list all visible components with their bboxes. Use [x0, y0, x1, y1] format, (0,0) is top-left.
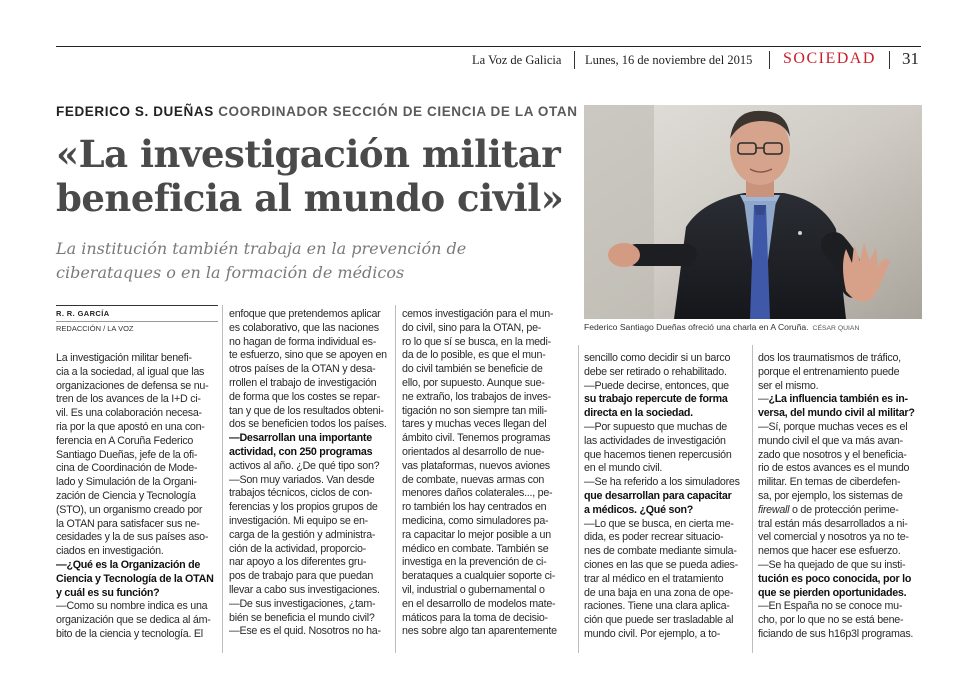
interviewee-name: FEDERICO S. DUEÑAS: [56, 104, 214, 119]
body-line: cemos investigación para el mun-: [402, 308, 554, 320]
body-line: zación de Ciencia y Tecnología: [56, 489, 196, 502]
body-line: vas plataformas, nuevos aviones: [402, 459, 550, 472]
body-line: da de lo posible, es que el mun-: [402, 349, 546, 362]
body-line: tares y muchas veces llegan del: [402, 418, 547, 431]
body-line: —Sí, porque muchas veces es el: [758, 420, 908, 433]
body-line: activos al año. ¿De qué tipo son?: [229, 459, 380, 472]
body-line: ámbito civil. Tenemos programas: [402, 432, 551, 445]
header-divider: [769, 51, 770, 69]
interviewee-photo: [584, 105, 922, 319]
interview-question: ¿La influencia también es in-: [768, 393, 908, 406]
body-line: militar. En temas de ciberdefen-: [758, 476, 901, 489]
body-line: otros países de la OTAN y desa-: [229, 363, 376, 376]
body-line: investiga en la prevención de ci-: [402, 556, 547, 569]
body-line: nes de combate mediante simula-: [584, 545, 737, 558]
body-line: lado y Simulación de la Organi-: [56, 476, 197, 489]
body-line: organización que se dedica al ám-: [56, 614, 211, 627]
interviewee-role: COORDINADOR SECCIÓN DE CIENCIA DE LA OTAN: [218, 104, 578, 119]
column-divider: [395, 305, 396, 653]
speaker-photo-illustration: [584, 105, 922, 319]
body-line: rrollen el trabajo de investigación: [229, 376, 377, 389]
body-line: trabajos técnicos, ciclos de con-: [229, 487, 373, 500]
body-line: no hagan de forma individual es-: [229, 335, 377, 348]
body-line: cesidades y la de sus países aso-: [56, 531, 209, 544]
interview-question: y cuál es su función?: [56, 586, 160, 599]
body-line: berataques a cualquier soporte ci-: [402, 570, 556, 583]
body-line: llevar a cabo sus investigaciones.: [229, 583, 380, 596]
interview-question: que se pierden oportunidades.: [758, 586, 907, 599]
body-line: raciones. Tiene una clara aplica-: [584, 600, 730, 613]
body-line: tan y que de los resultados obteni-: [229, 404, 384, 417]
interview-question: Ciencia y Tecnología de la OTAN: [56, 572, 214, 585]
body-line: dos los traumatismos de tráfico,: [758, 352, 901, 364]
header-divider: [574, 51, 575, 69]
body-line: zado que nosotros y el beneficia-: [758, 448, 907, 461]
body-line: de forma que los costes se repar-: [229, 390, 380, 403]
page-number: 31: [902, 49, 919, 68]
body-line: ción de la actividad, proporcio-: [229, 542, 366, 555]
body-line: (STO), un organismo creado por: [56, 503, 203, 516]
body-line: médico en combate. También se: [402, 542, 549, 555]
body-line: vel comercial y nosotros ya no te-: [758, 531, 909, 544]
body-line: nes sobre algo tan aparentemente: [402, 625, 557, 638]
photo-caption: [584, 322, 922, 332]
headline-line: «La investigación militar: [56, 132, 561, 176]
body-line: sencillo como decidir si un barco: [584, 352, 731, 364]
interview-question: su trabajo repercute de forma: [584, 393, 728, 406]
author-box: [56, 305, 218, 333]
body-line: ficiando de sus h16p3l programas.: [758, 627, 914, 640]
body-line: [758, 504, 924, 518]
body-line: —Lo que se busca, en cierta me-: [584, 517, 734, 530]
author-role: REDACCIÓN / LA VOZ: [56, 321, 218, 333]
body-line: carga de la gestión y administra-: [229, 528, 376, 541]
article-column-5: [758, 352, 924, 642]
body-line: orientados al desarrollo de nue-: [402, 445, 545, 458]
body-line: ciones en las que se pueda adies-: [584, 558, 738, 571]
body-line: investigación. Mi equipo se en-: [229, 514, 368, 527]
body-line: Santiago Dueñas, jefe de la ofi-: [56, 448, 198, 461]
author-name: R. R. GARCÍA: [56, 309, 110, 318]
article-headline: [56, 132, 576, 220]
body-line: menores daños colaterales..., pe-: [402, 487, 553, 500]
column-divider: [222, 305, 223, 653]
article-column-2: [229, 308, 391, 639]
body-line: cina de Coordinación de Mode-: [56, 462, 198, 475]
interview-question: —Desarrollan una importante: [229, 432, 372, 445]
body-line: debe ser retirado o rehabilitado.: [584, 365, 727, 378]
header-divider: [889, 51, 890, 69]
body-line: ciados en investigación.: [56, 545, 164, 558]
body-line: mundo civil el que va más avan-: [758, 434, 903, 447]
body-line: ser el mismo.: [758, 379, 819, 392]
body-text: o de protección perime-: [789, 503, 899, 516]
body-line: trar al médico en el tratamiento: [584, 572, 724, 585]
body-line: dos se beneficien todos los países.: [229, 418, 387, 431]
issue-date: Lunes, 16 de noviembre del 2015: [585, 53, 753, 67]
body-line: —Puede decirse, entonces, que: [584, 379, 729, 392]
body-line: medicina, como simuladores pa-: [402, 514, 549, 527]
italic-term: firewall: [758, 503, 790, 516]
interview-question: actividad, con 250 programas: [229, 445, 373, 458]
article-subhead: [56, 237, 526, 285]
body-line: ro también los hay centrados en: [402, 501, 547, 514]
article-column-1: [56, 352, 218, 642]
interview-question: versa, del mundo civil al militar?: [758, 407, 915, 420]
body-line: bién se beneficia el mundo civil?: [229, 611, 375, 624]
interview-question-line: [758, 393, 924, 407]
body-line: rio de estos avances es el mundo: [758, 462, 910, 475]
body-line: ro lo que sí se busca, en la medi-: [402, 335, 551, 348]
article-column-4: [584, 352, 748, 642]
body-line: nemos que hacer ese esfuerzo.: [758, 545, 901, 558]
caption-text: Federico Santiago Dueñas ofreció una charla en A Coruña.: [584, 322, 809, 332]
interview-question: tución es poco conocida, por lo: [758, 572, 912, 585]
body-line: máticos para la toma de decisio-: [402, 611, 548, 624]
body-line: de una baja en una zona de ope-: [584, 586, 734, 599]
body-line: vil, industrial o gubernamental o: [402, 583, 545, 596]
body-line: en el desarrollo de modelos mate-: [402, 597, 556, 610]
body-line: —Por supuesto que muchas de: [584, 420, 727, 433]
body-line: que hacemos tienen repercusión: [584, 448, 732, 461]
dash: —: [758, 393, 769, 406]
body-line: dida, es poder recrear situacio-: [584, 531, 724, 544]
body-line: ello, por supuesto. Aunque sue-: [402, 376, 545, 389]
interview-question: —¿Qué es la Organización de: [56, 558, 201, 571]
body-line: las actividades de investigación: [584, 434, 726, 447]
body-line: tren de los avances de la I+D ci-: [56, 393, 201, 406]
body-line: —En España no se conoce mu-: [758, 600, 903, 613]
body-line: —Como su nombre indica es una: [56, 600, 208, 613]
body-line: ción que puede ser trasladable al: [584, 614, 734, 627]
interview-question: que desarrollan para capacitar: [584, 489, 732, 502]
photo-credit: CÉSAR QUIAN: [812, 325, 860, 332]
column-divider: [578, 345, 579, 653]
body-line: ria por la que apostó en una con-: [56, 420, 205, 433]
body-line: nar apoyo a los diferentes gru-: [229, 556, 367, 569]
body-line: cho, por lo que no se está bene-: [758, 614, 904, 627]
body-line: es colaborativo, que las naciones: [229, 321, 379, 334]
body-line: —Se ha quejado de que su insti-: [758, 558, 906, 571]
body-line: porque el entrenamiento puede: [758, 365, 900, 378]
body-line: ferencia en A Coruña Federico: [56, 434, 194, 447]
body-line: enfoque que pretendemos aplicar: [229, 308, 381, 320]
interview-question: directa en la sociedad.: [584, 407, 693, 420]
body-line: —Ese es el quid. Nosotros no ha-: [229, 625, 381, 638]
body-line: do civil, sino para la OTAN, pe-: [402, 321, 542, 334]
body-line: tigación no son siempre tan mili-: [402, 404, 548, 417]
body-line: ra capacitar lo mejor posible a un: [402, 528, 551, 541]
body-line: —Se ha referido a los simuladores: [584, 476, 740, 489]
body-line: —Son muy variados. Van desde: [229, 473, 375, 486]
page-header: [56, 46, 921, 76]
body-line: ferencias y los propios grupos de: [229, 501, 378, 514]
body-line: la OTAN para satisfacer sus ne-: [56, 517, 200, 530]
interviewee-byline: [56, 104, 578, 119]
newspaper-name: La Voz de Galicia: [472, 53, 562, 67]
article-column-3: [402, 308, 574, 639]
body-line: tral están más desarrollados a ni-: [758, 517, 908, 530]
interview-question: a médicos. ¿Qué son?: [584, 503, 694, 516]
subhead-line: La institución también trabaja en la prevención de: [56, 239, 467, 258]
body-line: sa, por ejemplo, los sistemas de: [758, 489, 903, 502]
body-line: vil. Es una colaboración necesa-: [56, 407, 202, 420]
body-line: organizaciones de defensa se nu-: [56, 379, 209, 392]
body-line: de combate, nuevas armas con: [402, 473, 545, 486]
body-line: —De sus investigaciones, ¿tam-: [229, 597, 376, 610]
body-line: cia a la sociedad, al igual que las: [56, 365, 205, 378]
column-divider: [752, 345, 753, 653]
body-line: do civil también se beneficie de: [402, 363, 543, 376]
subhead-line: ciberataques o en la formación de médicos: [56, 263, 405, 282]
body-line: ne extraño, los trabajos de inves-: [402, 390, 551, 403]
body-line: te esfuerzo, sino que se apoyen en: [229, 349, 387, 362]
body-line: en el mundo civil.: [584, 462, 663, 475]
body-line: bito de la ciencia y tecnología. El: [56, 627, 203, 640]
section-name: SOCIEDAD: [783, 50, 876, 67]
headline-line: beneficia al mundo civil»: [56, 176, 564, 220]
body-line: pos de trabajo para que puedan: [229, 570, 374, 583]
body-line: mundo civil. Por ejemplo, a to-: [584, 627, 720, 640]
body-line: La investigación militar benefi-: [56, 352, 192, 364]
